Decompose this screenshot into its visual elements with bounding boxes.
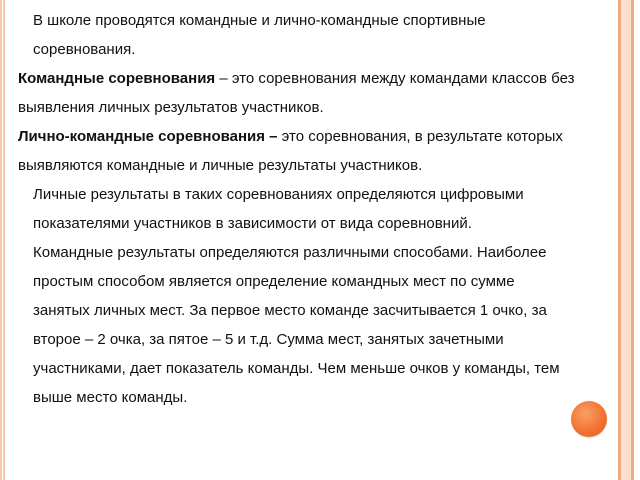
paragraph-personal-results: Личные результаты в таких соревнованиях определяются цифровыми показателями участников в зависимости от вида соревновний. bbox=[33, 186, 524, 232]
paragraph-team-competitions bbox=[15, 64, 575, 122]
term-personal-team-competitions: Лично-командные соревнования – bbox=[18, 128, 278, 145]
paragraph-personal-team-competitions bbox=[15, 122, 575, 180]
right-border-decoration bbox=[618, 0, 634, 480]
definition-team-competitions: – это соревнования между командами классов без выявления личных результатов участников. bbox=[18, 70, 575, 116]
orange-circle-decoration bbox=[571, 401, 607, 437]
right-edge bbox=[634, 0, 640, 480]
definition-personal-team-competitions: это соревнования, в результате которых выявляются командные и личные результаты участников. bbox=[18, 128, 563, 174]
left-border-decoration bbox=[0, 0, 5, 480]
paragraph-team-results: Командные результаты определяются различными способами. Наиболее простым способом является определение командных мест по сумме занятых личных мест. За первое место команде засчитывается 1 очко, за второе – 2 очка, за пятое – 5 и т.д. Сумма мест, занятых зачетными участниками, дает показатель команды. Чем меньше очков у команды, тем выше место команды. bbox=[33, 244, 560, 406]
term-team-competitions: Командные соревнования bbox=[18, 70, 216, 87]
slide-body bbox=[15, 6, 575, 412]
paragraph-intro: В школе проводятся командные и лично-командные спортивные соревнования. bbox=[33, 12, 486, 58]
